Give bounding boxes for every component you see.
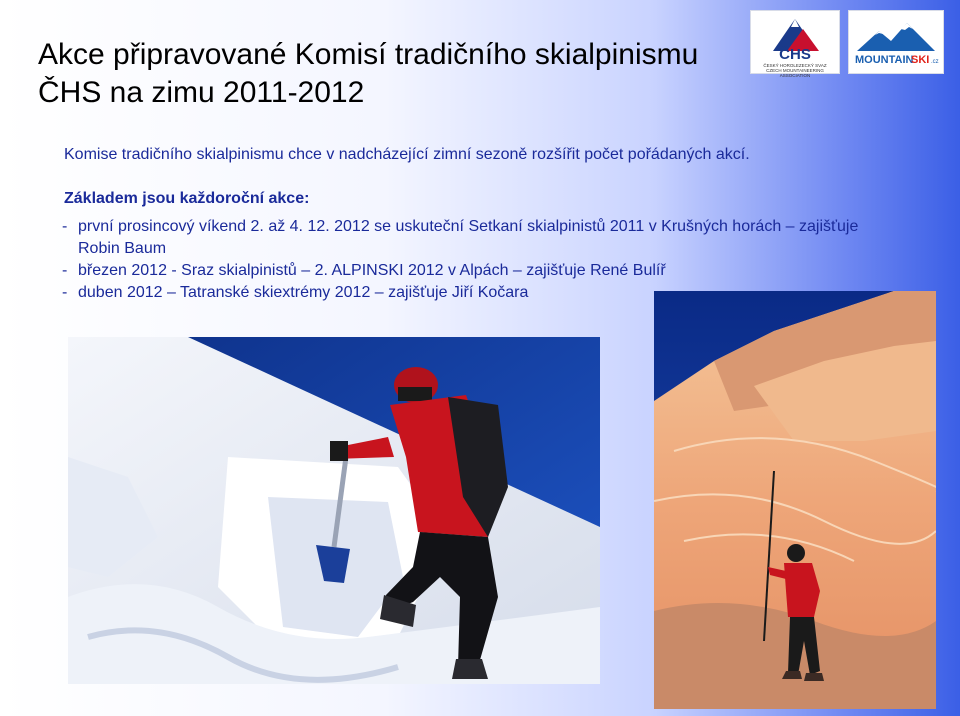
chs-logo-caption-line-2: CZECH MOUNTAINEERING ASSOCIATION — [766, 68, 824, 78]
mountainski-logo-word-2: SKI — [911, 54, 930, 66]
event-item-march — [62, 260, 862, 282]
mountainski-logo — [848, 10, 944, 74]
event-text: první prosincový víkend 2. až 4. 12. 2012 se uskuteční Setkaní skialpinistů 2011 v Krušných horách – zajišťuje Robin Baum — [78, 218, 859, 257]
mountainski-logo-word-1: MOUNTAIN — [855, 54, 914, 66]
events-subheading: Základem jsou každoroční akce: — [64, 190, 310, 207]
photo-snow-pit — [68, 337, 600, 684]
chs-logo — [750, 10, 840, 78]
slide-title — [38, 36, 738, 112]
chs-logo-letters: ČHS — [779, 46, 811, 61]
sunlit-slope-illustration — [654, 291, 936, 709]
list-dash: - — [62, 218, 68, 235]
snow-pit-illustration — [68, 337, 600, 684]
list-dash: - — [62, 262, 68, 279]
event-text: březen 2012 - Sraz skialpinistů – 2. ALPINSKI 2012 v Alpách – zajišťuje René Bulíř — [78, 262, 666, 279]
slide-title-line-1: Akce připravované Komisí tradičního skialpinismu — [38, 38, 699, 71]
mountainski-logo-domain: .cz — [931, 59, 939, 65]
list-dash: - — [62, 284, 68, 301]
chs-logo-caption-line-1: ČESKÝ HOROLEZECKÝ SVAZ — [763, 63, 827, 68]
chs-logo-mark — [751, 11, 839, 61]
photo-sunlit-slope — [654, 291, 936, 709]
event-item-december — [62, 216, 862, 260]
slide-title-line-2: ČHS na zimu 2011-2012 — [38, 76, 365, 109]
event-text: duben 2012 – Tatranské skiextrémy 2012 – zajišťuje Jiří Kočara — [78, 284, 529, 301]
mountainski-logo-mark — [849, 11, 943, 73]
intro-text: Komise tradičního skialpinismu chce v nadcházející zimní sezoně rozšířit počet pořádaných akcí. — [64, 146, 750, 163]
chs-logo-caption — [753, 63, 837, 78]
